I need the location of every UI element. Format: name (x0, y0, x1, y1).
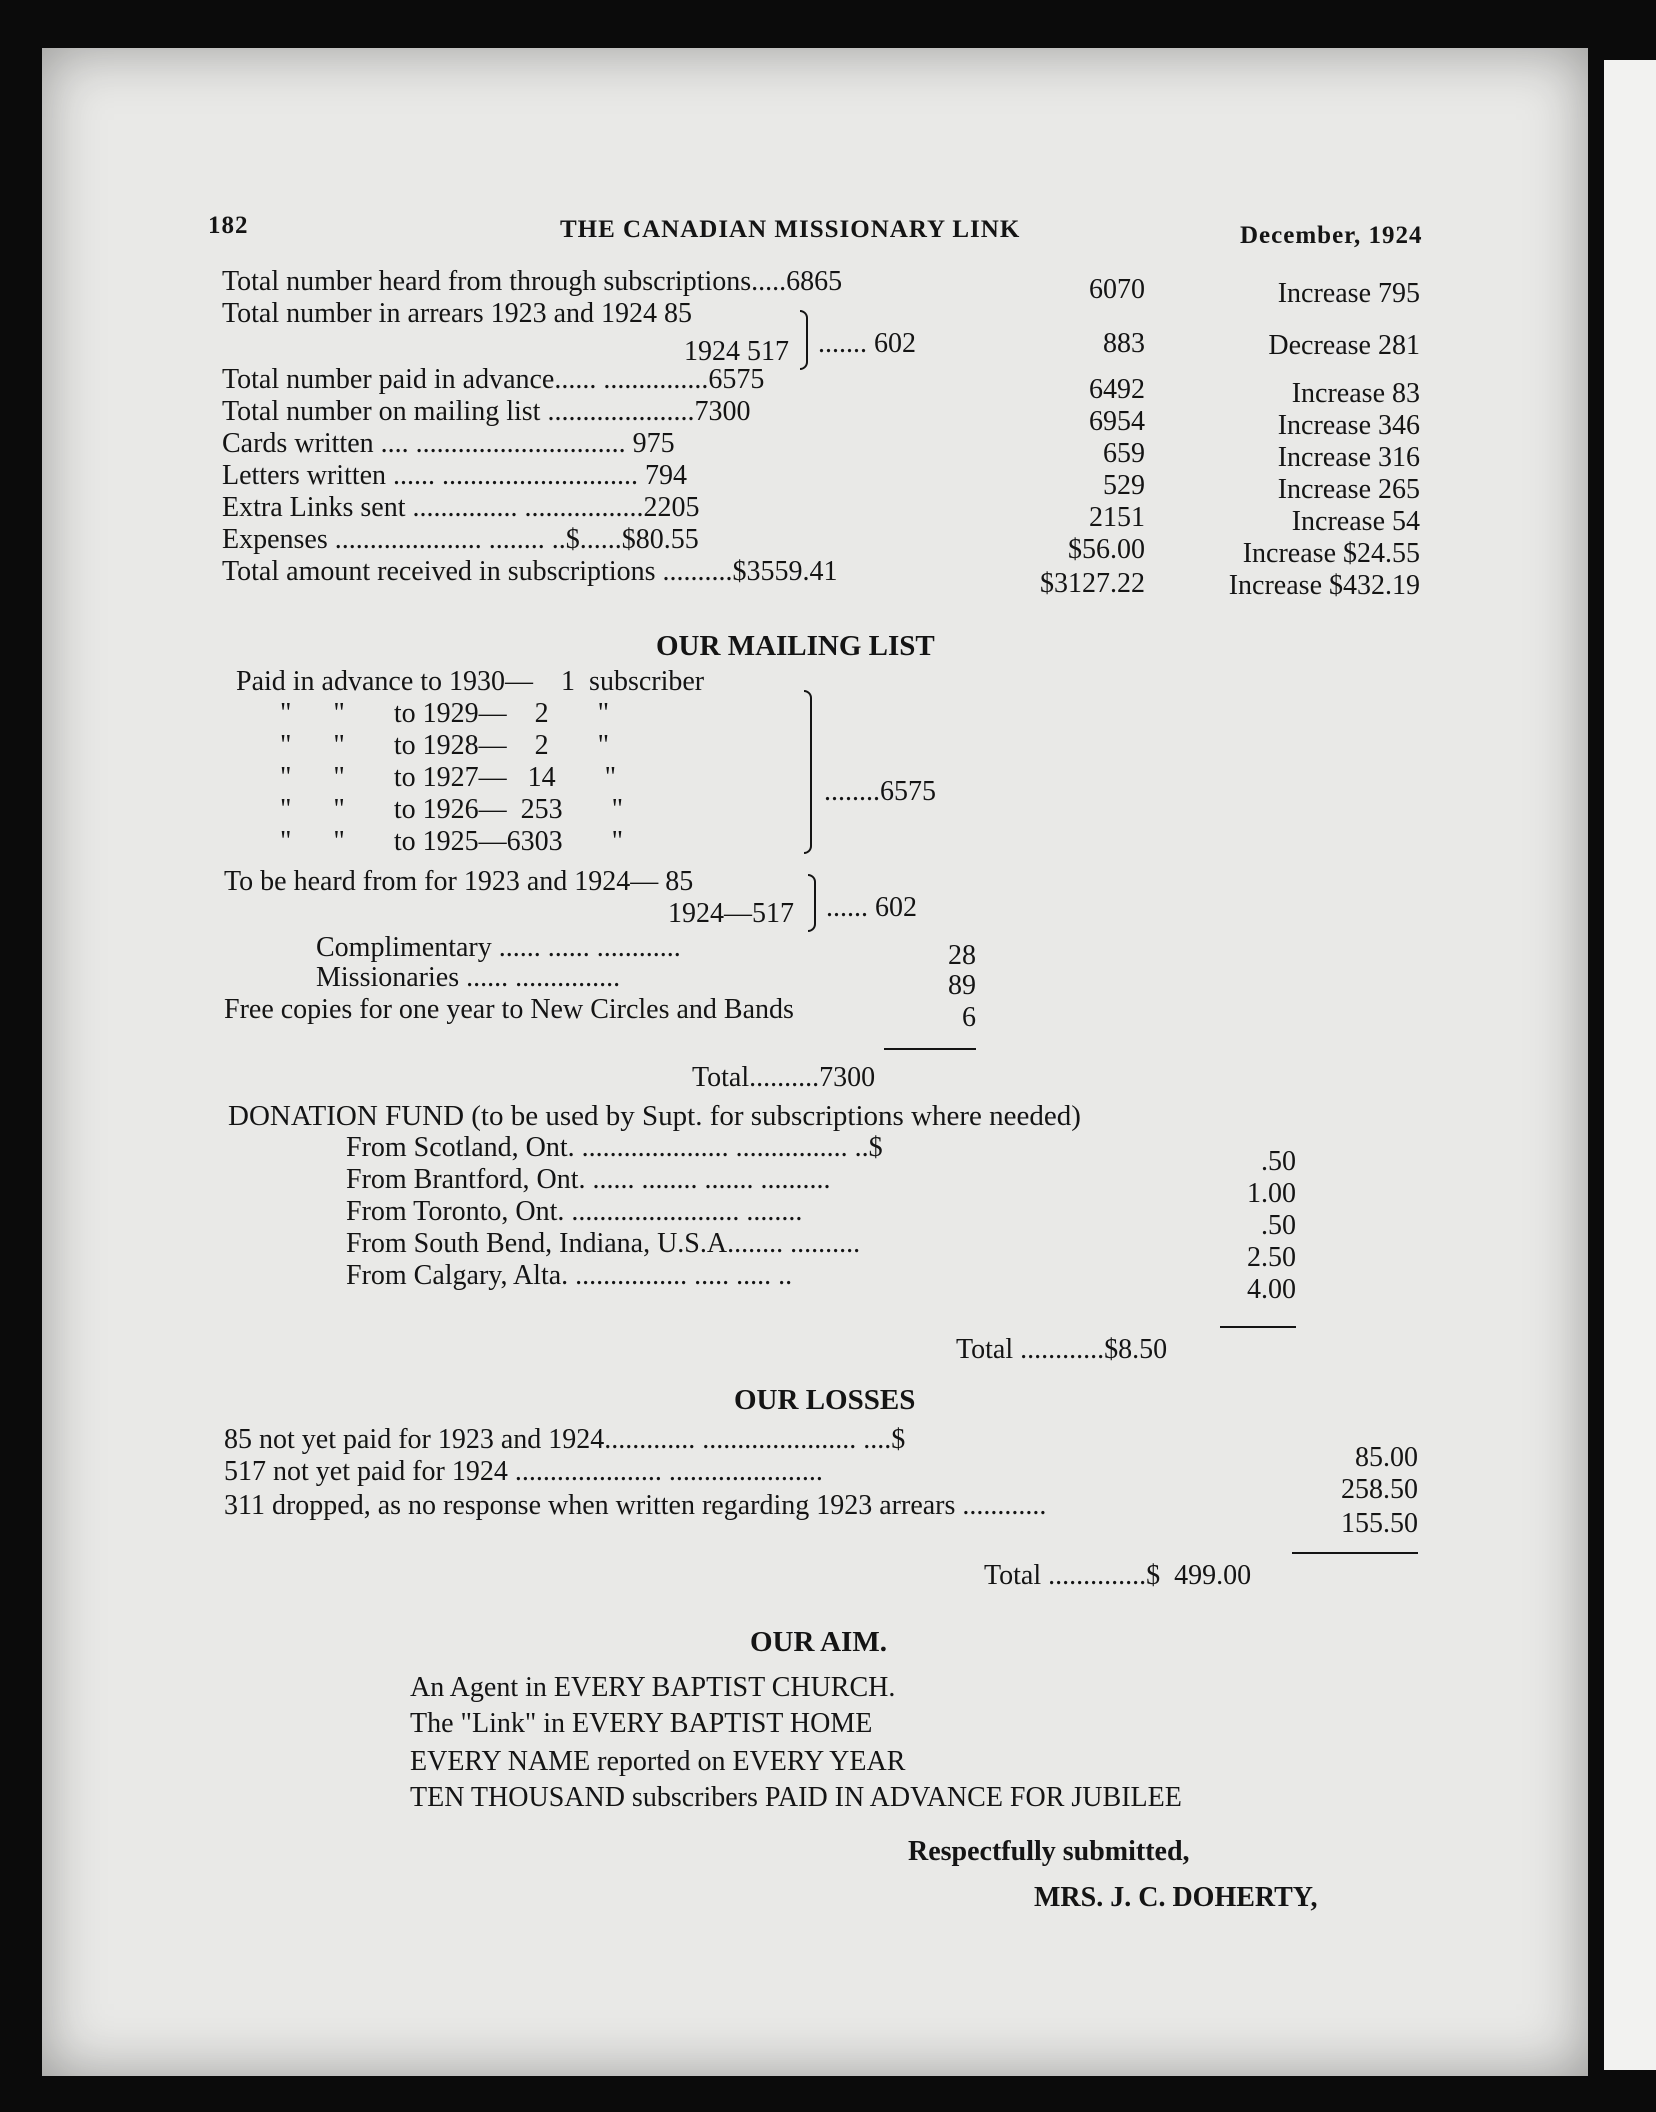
stat-change: Increase 265 (1277, 474, 1420, 505)
stat-change: Increase 795 (1277, 278, 1420, 309)
stat-label: Total number heard from through subscriptions.....6865 (222, 266, 843, 297)
aim-line: An Agent in EVERY BAPTIST CHURCH. (410, 1672, 896, 1703)
mailing-line: " " to 1928— 2 " (280, 730, 610, 761)
free-value: 6 (962, 1002, 976, 1033)
heard-line: 1924—517 (668, 898, 794, 929)
loss-item: 517 not yet paid for 1924 ..................... ...................... (224, 1456, 823, 1487)
stat-change: Increase 316 (1277, 442, 1420, 473)
donation-amount: .50 (1261, 1146, 1296, 1177)
donation-amount: .50 (1261, 1210, 1296, 1241)
stat-change: Decrease 281 (1268, 330, 1420, 361)
donation-item: From Brantford, Ont. ...... ........ ....... .......... (346, 1164, 831, 1195)
stat-prev: 659 (1103, 438, 1145, 469)
stat-change: Increase $24.55 (1242, 538, 1420, 569)
donation-amount: 1.00 (1247, 1178, 1296, 1209)
donation-amount: 4.00 (1247, 1274, 1296, 1305)
closing: Respectfully submitted, (908, 1836, 1190, 1867)
stat-prev: $3127.22 (1040, 568, 1145, 599)
donation-amount: 2.50 (1247, 1242, 1296, 1273)
rule (884, 1048, 976, 1050)
loss-amount: 155.50 (1341, 1508, 1418, 1539)
stat-label: Total number in arrears 1923 and 1924 85 (222, 298, 693, 329)
brace (800, 310, 808, 370)
aim-heading: OUR AIM. (750, 1626, 887, 1658)
donation-heading: DONATION FUND (to be used by Supt. for subscriptions where needed) (228, 1100, 1081, 1132)
comp-label: Complimentary ...... ...... ............ (316, 932, 681, 963)
stat-change: Increase 346 (1277, 410, 1420, 441)
advance-total: ........6575 (824, 776, 936, 807)
stat-prev: 6492 (1089, 374, 1145, 405)
stat-sub: 1924 517 (684, 336, 789, 367)
donation-item: From Toronto, Ont. ........................ ........ (346, 1196, 803, 1227)
stat-prev: 2151 (1089, 502, 1145, 533)
free-label: Free copies for one year to New Circles and Bands (224, 994, 794, 1025)
brace (804, 690, 812, 854)
aim-line: EVERY NAME reported on EVERY YEAR (410, 1746, 906, 1777)
issue-date: December, 1924 (1240, 222, 1423, 249)
miss-value: 89 (948, 970, 976, 1001)
donation-item: From South Bend, Indiana, U.S.A........ .......... (346, 1228, 861, 1259)
signatory: MRS. J. C. DOHERTY, (1034, 1882, 1318, 1913)
rule (1292, 1552, 1418, 1554)
loss-amount: 258.50 (1341, 1474, 1418, 1505)
stat-label: Total number paid in advance...... ...............6575 (222, 364, 765, 395)
stat-label: Cards written .... .............................. 975 (222, 428, 675, 459)
rule (1220, 1326, 1296, 1328)
next-page-edge (1604, 60, 1656, 2070)
loss-item: 85 not yet paid for 1923 and 1924............. ...................... ....$ (224, 1424, 906, 1455)
heard-line: To be heard from for 1923 and 1924— 85 (224, 866, 694, 897)
donation-item: From Calgary, Alta. ................ ..... ..... .. (346, 1260, 793, 1291)
loss-amount: 85.00 (1355, 1442, 1418, 1473)
stat-prev: $56.00 (1068, 534, 1145, 565)
mailing-heading: OUR MAILING LIST (656, 630, 935, 662)
mailing-line: " " to 1927— 14 " (280, 762, 617, 793)
losses-heading: OUR LOSSES (734, 1384, 916, 1416)
stat-label: Letters written ...... ............................ 794 (222, 460, 688, 491)
mailing-line: " " to 1925—6303 " (280, 826, 624, 857)
page-number: 182 (208, 212, 249, 239)
mailing-line: " " to 1929— 2 " (280, 698, 610, 729)
aim-line: The "Link" in EVERY BAPTIST HOME (410, 1708, 873, 1739)
stat-label: Extra Links sent ............... .................2205 (222, 492, 700, 523)
stat-change: Increase 54 (1291, 506, 1420, 537)
comp-value: 28 (948, 940, 976, 971)
stat-prev: 6070 (1089, 274, 1145, 305)
stat-prev: 529 (1103, 470, 1145, 501)
loss-item: 311 dropped, as no response when written regarding 1923 arrears ............ (224, 1490, 1047, 1521)
stat-change: Increase $432.19 (1228, 570, 1420, 601)
stat-change: Increase 83 (1291, 378, 1420, 409)
stat-label: Expenses ..................... ........ ..$......$80.55 (222, 524, 699, 555)
stat-prev: 883 (1103, 328, 1145, 359)
mailing-line: " " to 1926— 253 " (280, 794, 624, 825)
brace (808, 874, 816, 932)
heard-total: ...... 602 (826, 892, 917, 923)
page-title: THE CANADIAN MISSIONARY LINK (560, 216, 1021, 243)
stat-label: Total number on mailing list .....................7300 (222, 396, 751, 427)
stat-dots: ....... 602 (818, 328, 916, 359)
donation-total: Total ............$8.50 (956, 1334, 1168, 1365)
mailing-line: Paid in advance to 1930— 1 subscriber (236, 666, 705, 697)
stat-prev: 6954 (1089, 406, 1145, 437)
stat-label: Total amount received in subscriptions ..........$3559.41 (222, 556, 838, 587)
mailing-total: Total..........7300 (692, 1062, 876, 1093)
miss-label: Missionaries ...... ............... (316, 962, 621, 993)
losses-total: Total ..............$ 499.00 (984, 1560, 1252, 1591)
donation-item: From Scotland, Ont. ..................... ................ ..$ (346, 1132, 883, 1163)
aim-line: TEN THOUSAND subscribers PAID IN ADVANCE FOR JUBILEE (410, 1782, 1182, 1813)
